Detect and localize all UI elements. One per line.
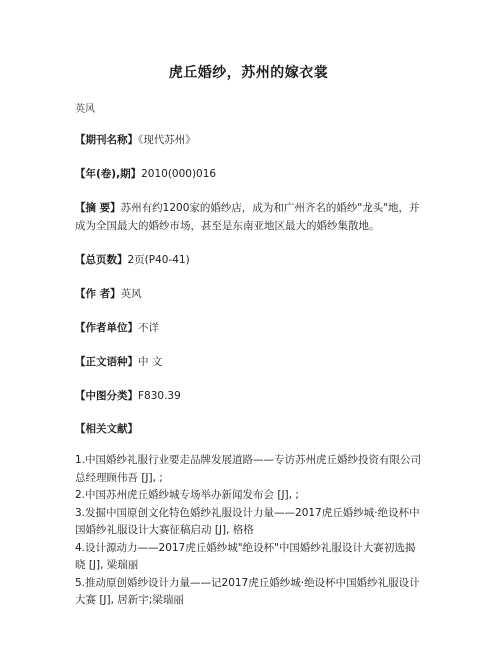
field-value: 中 文 <box>138 356 163 368</box>
field-label: 【中图分类】 <box>75 390 138 402</box>
field-value: 英风 <box>120 288 142 300</box>
reference-item: 4.设计源动力——2017虎丘婚纱城"绝设杯"中国婚纱礼服设计大赛初选揭晓 [J], 梁瑞丽 <box>75 541 416 571</box>
field-label: 【正文语种】 <box>75 356 138 368</box>
field-classification <box>75 387 422 405</box>
reference-item: 5.推动原创婚纱设计力量——记2017虎丘婚纱城·绝设杯中国婚纱礼服设计大赛 [J], 居新宇;梁瑞丽 <box>75 576 420 606</box>
field-value: 2页(P40-41) <box>127 254 190 266</box>
field-author-affiliation <box>75 319 422 337</box>
reference-item: 1.中国婚纱礼服行业要走品牌发展道路——专访苏州虎丘婚纱投资有限公司总经理顾伟吾 [J], ; <box>75 454 422 484</box>
field-label: 【总页数】 <box>75 254 128 266</box>
field-author <box>75 285 422 303</box>
references-list <box>75 452 422 610</box>
field-journal-name <box>75 131 422 149</box>
field-total-pages <box>75 251 422 269</box>
field-year-volume-issue <box>75 165 422 183</box>
field-label: 【摘 要】 <box>75 202 121 214</box>
field-label: 【年(卷),期】 <box>75 168 142 180</box>
field-value: 苏州有约1200家的婚纱店，成为和广州齐名的婚纱"龙头"地，并成为全国最大的婚纱市场，甚至是东南亚地区最大的婚纱集散地。 <box>75 202 420 232</box>
field-language <box>75 353 422 371</box>
field-label: 【期刊名称】 <box>75 134 138 146</box>
field-abstract <box>75 199 422 235</box>
field-value: 不详 <box>138 322 159 334</box>
reference-item: 3.发掘中国原创文化特色婚纱礼服设计力量——2017虎丘婚纱城·绝设杯中国婚纱礼服设计大赛征稿启动 [J], 格格 <box>75 506 420 536</box>
field-value: F830.39 <box>138 390 181 402</box>
field-value: 《现代苏州》 <box>138 134 196 146</box>
field-label: 【作者单位】 <box>75 322 138 334</box>
document-title: 虎丘婚纱，苏州的嫁衣裳 <box>168 65 329 81</box>
field-value: 2010(000)016 <box>141 168 217 180</box>
reference-item: 2.中国苏州虎丘婚纱城专场举办新闻发布会 [J], ; <box>75 489 299 501</box>
references-heading: 【相关文献】 <box>75 423 138 435</box>
author-line: 英风 <box>75 104 95 115</box>
field-label: 【作 者】 <box>75 288 121 300</box>
